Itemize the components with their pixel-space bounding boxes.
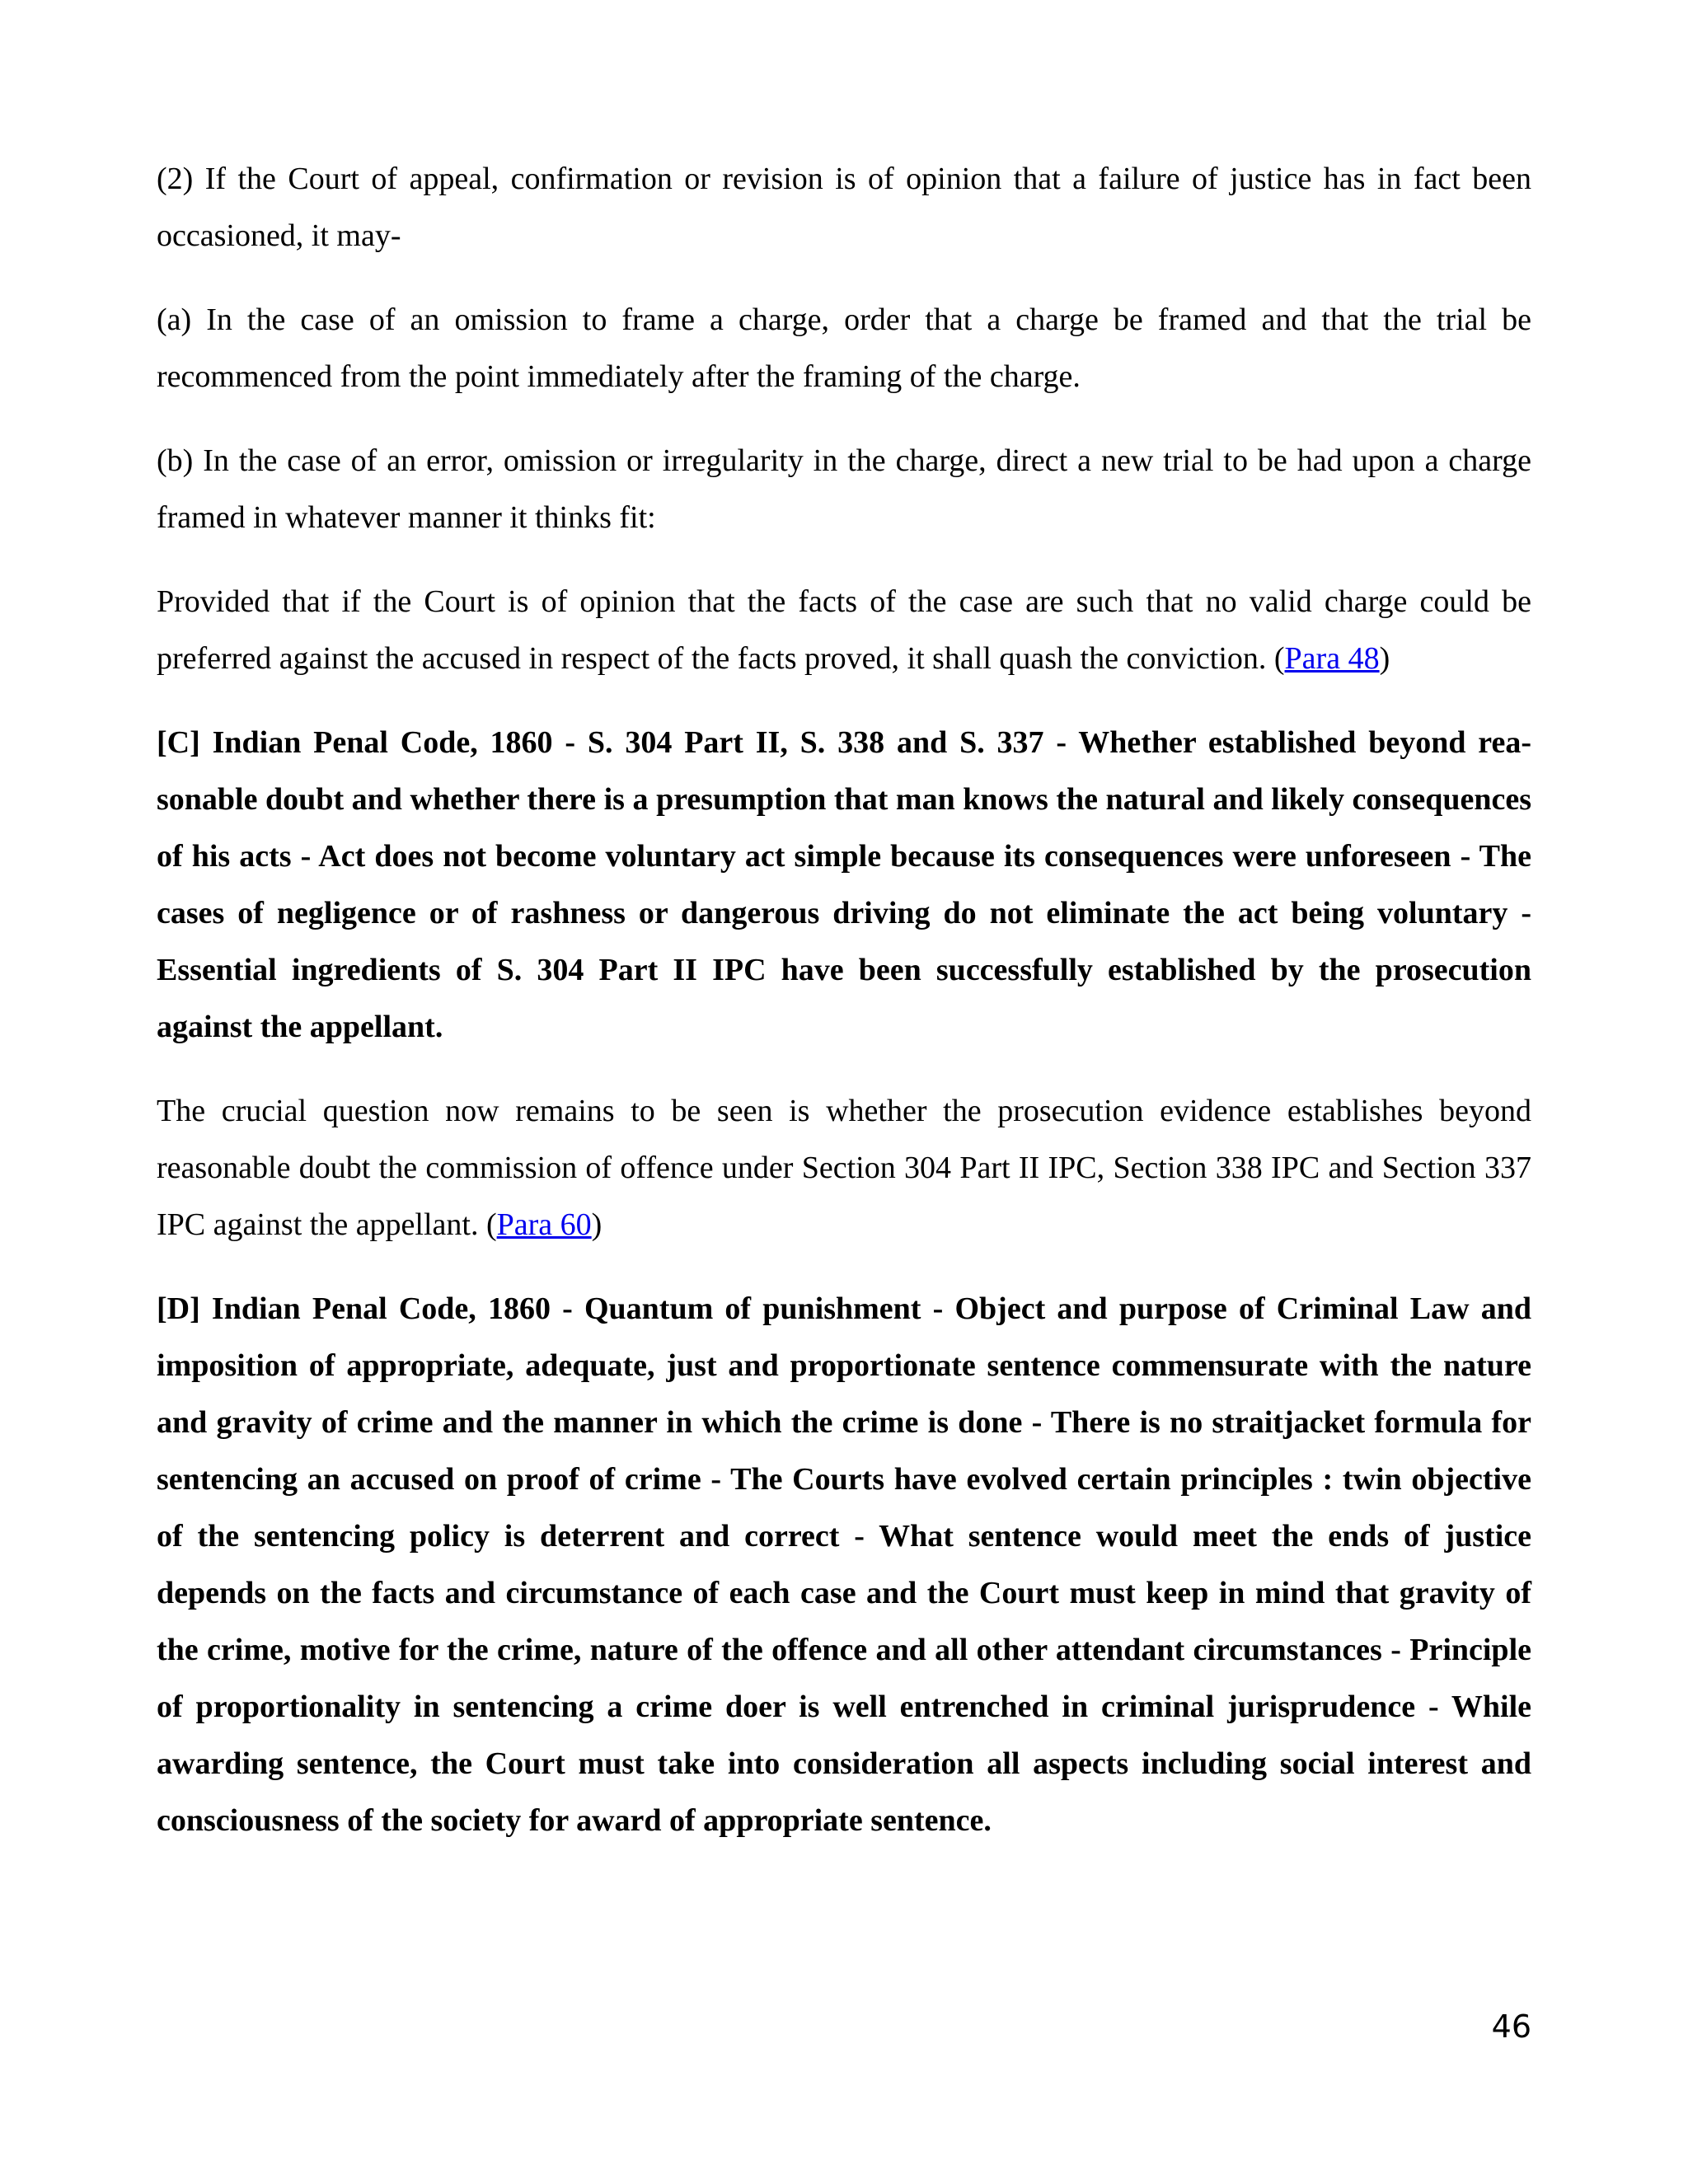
paragraph-proviso [157,574,1531,687]
headnote-text: [D] Indian Penal Code, 1860 - Quantum of punishment - Object and purpose of Criminal Law and imposition of appropriate, adequate, just and proportionate sentence commensurate with the nature and gravity of crime and the manner in which the crime is done - There is no straitjacket formula for sentencing an accused on proof of crime - The Courts have evolved certain principles : twin objective of the sentencing policy is deterrent and correct - What sentence would meet the ends of justice depends on the facts and circumstance of each case and the Court must keep in mind that gravity of the crime, motive for the crime, nature of the offence and all other attendant circumstances - Principle of proportionality in sentencing a crime doer is well entrenched in criminal jurisprudence - While awarding sentence, the Court must take into consideration all aspects including social interest and consciousness of the society for award of appropriate sentence. [157,1291,1531,1838]
paragraph-text: The crucial question now remains to be seen is whether the prosecution evidence establishes beyond reasonable doubt the commission of offence under Section 304 Part II IPC, Section 338 IPC and Section 337 IPC against the appellant. ( [157,1094,1531,1242]
paragraph-text: (2) If the Court of appeal, confirmation or revision is of opinion that a failure of justice has in fact been occasioned, it may- [157,162,1531,253]
headnote-text: [C] Indian Penal Code, 1860 - S. 304 Part II, S. 338 and S. 337 - Whether established beyond reasonable doubt and whether there is a presumption that man knows the natural and likely consequences of his acts - Act does not become voluntary act simple because its consequences were unforeseen - The cases of negligence or of rashness or dangerous driving do not eliminate the act being voluntary - Essential ingredients of S. 304 Part II IPC have been successfully established by the prosecution against the appellant. [157,725,1531,1044]
document-body [157,151,1531,1877]
paragraph-court-of-appeal [157,151,1531,265]
para-48-link[interactable]: Para 48 [1284,641,1380,676]
page-number: 46 [1491,2008,1531,2045]
paragraph-text-close: ) [591,1207,603,1242]
headnote-d [157,1281,1531,1849]
paragraph-text-close: ) [1379,641,1390,676]
paragraph-text: (b) In the case of an error, omission or irregularity in the charge, direct a new trial to be had upon a charge framed in whatever manner it thinks fit: [157,443,1531,535]
para-60-link[interactable]: Para 60 [496,1207,592,1242]
paragraph-text: (a) In the case of an omission to frame a charge, order that a charge be framed and that the trial be recommenced from the point immediately after the framing of the charge. [157,302,1531,394]
paragraph-clause-a [157,292,1531,405]
paragraph-crucial-question [157,1083,1531,1254]
headnote-c [157,715,1531,1056]
paragraph-clause-b [157,433,1531,546]
paragraph-text: Provided that if the Court is of opinion that the facts of the case are such that no valid charge could be preferred against the accused in respect of the facts proved, it shall quash the conviction. ( [157,584,1531,676]
